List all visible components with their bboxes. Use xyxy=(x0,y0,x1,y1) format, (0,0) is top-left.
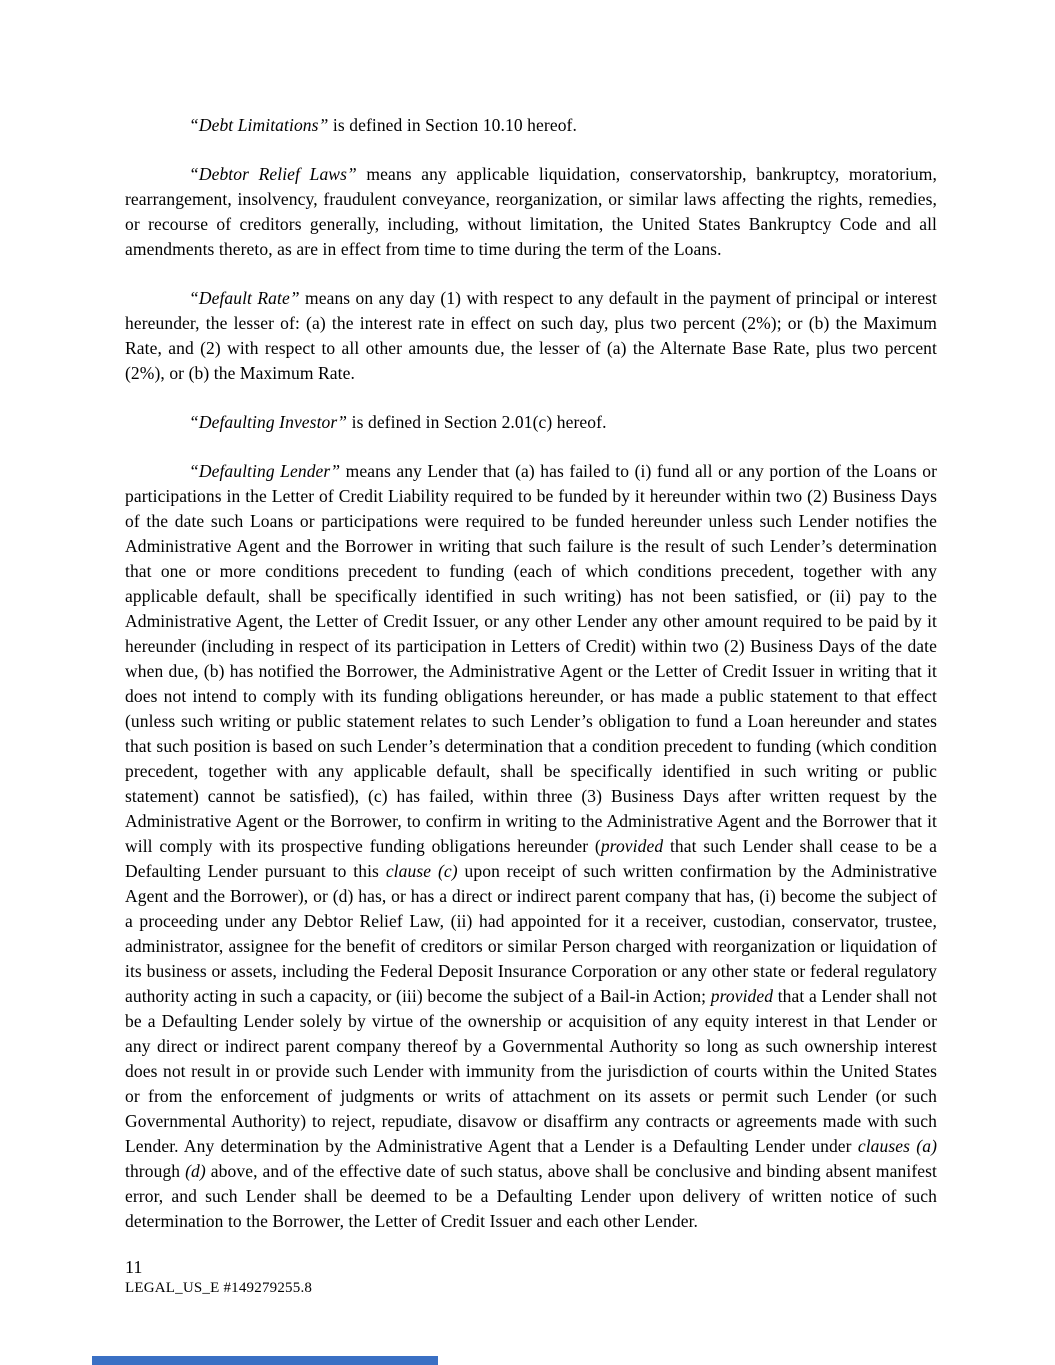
defined-term-or-emphasis: “Defaulting Lender” xyxy=(189,461,341,481)
paragraph-text: upon receipt of such written confirmation by the Administrative Agent and the Borrower), or (d) has, or has a direct or indirect parent company that has, (i) become the subject of a proceeding under any Debtor Relief Law, (ii) had appointed for it a receiver, custodian, conservator, trustee, administrator, assignee for the benefit of creditors or similar Person charged with reorganization or liquidation of its business or assets, including the Federal Deposit Insurance Corporation or any other state or federal regulatory authority acting in such a capacity, or (iii) become the subject of a Bail-in Action; xyxy=(125,861,937,1006)
paragraph-text: means on any day (1) with respect to any default in the payment of principal or interest hereunder, the lesser of: (a) the interest rate in effect on such day, plus two percent (2%); or (b) the Maximum Rate, and (2) with respect to all other amounts due, the lesser of (a) the Alternate Base Rate, plus two percent (2%), or (b) the Maximum Rate. xyxy=(125,288,937,383)
paragraph xyxy=(125,113,937,138)
paragraph-text: is defined in Section 2.01(c) hereof. xyxy=(347,412,607,432)
paragraph-text: means any applicable liquidation, conservatorship, bankruptcy, moratorium, rearrangement, insolvency, fraudulent conveyance, reorganization, or similar laws affecting the rights, remedies, or recourse of creditors generally, including, without limitation, the United States Bankruptcy Code and all amendments thereto, as are in effect from time to time during the term of the Loans. xyxy=(125,164,937,259)
paragraph-text: is defined in Section 10.10 hereof. xyxy=(328,115,577,135)
defined-term-or-emphasis: “Debt Limitations” xyxy=(189,115,329,135)
defined-term-or-emphasis: “Defaulting Investor” xyxy=(189,412,348,432)
defined-term-or-emphasis: (d) xyxy=(185,1161,206,1181)
paragraph-text: that such Lender shall cease to be a Defaulting Lender pursuant to this xyxy=(125,836,937,881)
defined-term-or-emphasis: provided xyxy=(710,986,774,1006)
paragraph-text: that a Lender shall not be a Defaulting Lender solely by virtue of the ownership or acquisition of any equity interest in that Lender or any direct or indirect parent company thereof by a Governmental Authority so long as such ownership interest does not result in or provide such Lender with immunity from the jurisdiction of courts within the United States or from the enforcement of judgments or writs of attachment on its assets or permit such Lender (or such Governmental Authority) to reject, repudiate, disavow or disaffirm any contracts or agreements made with such Lender. Any determination by the Administrative Agent that a Lender is a Defaulting Lender under xyxy=(125,986,938,1156)
paragraph xyxy=(125,162,937,262)
document-id: LEGAL_US_E #149279255.8 xyxy=(125,1280,313,1296)
defined-term-or-emphasis: clause (c) xyxy=(385,861,458,881)
paragraph xyxy=(125,286,937,386)
defined-term-or-emphasis: “Default Rate” xyxy=(189,288,300,308)
defined-term-or-emphasis: clauses (a) xyxy=(857,1136,937,1156)
page-number: 11 xyxy=(125,1257,143,1277)
document-body xyxy=(125,113,937,1234)
paragraph-text: means any Lender that (a) has failed to (i) fund all or any portion of the Loans or participations in the Letter of Credit Liability required to be funded by it hereunder within two (2) Business Days of the date such Loans or participations were required to be funded hereunder unless such Lender notifies the Administrative Agent and the Borrower in writing that such failure is the result of such Lender’s determination that one or more conditions precedent to funding (each of which conditions precedent, together with any applicable default, shall be specifically identified in such writing) has not been satisfied, or (ii) pay to the Administrative Agent, the Letter of Credit Issuer, or any other Lender any other amount required to be paid by it hereunder (including in respect of its participation in Letters of Credit) within two (2) Business Days of the date when due, (b) has notified the Borrower, the Administrative Agent or the Letter of Credit Issuer in writing that it does not intend to comply with its funding obligations hereunder, or has made a public statement to that effect (unless such writing or public statement relates to such Lender’s obligation to fund a Loan hereunder and states that such position is based on such Lender’s determination that a condition precedent to funding (which condition precedent, together with any applicable default, shall be specifically identified in such writing or public statement) cannot be satisfied), (c) has failed, within three (3) Business Days after written request by the Administrative Agent or the Borrower, to confirm in writing to the Administrative Agent and the Borrower that it will comply with its prospective funding obligations hereunder ( xyxy=(125,461,937,856)
horizontal-scrollbar-thumb[interactable] xyxy=(92,1356,438,1365)
paragraph-text: through xyxy=(125,1161,186,1181)
defined-term-or-emphasis: provided xyxy=(600,836,664,856)
paragraph-text: above, and of the effective date of such status, above shall be conclusive and binding absent manifest error, and such Lender shall be deemed to be a Defaulting Lender upon delivery of written notice of such determination to the Borrower, the Letter of Credit Issuer and each other Lender. xyxy=(125,1161,937,1231)
page-footer xyxy=(125,1256,312,1298)
paragraph xyxy=(125,410,937,435)
paragraph xyxy=(125,459,937,1234)
defined-term-or-emphasis: “Debtor Relief Laws” xyxy=(189,164,357,184)
